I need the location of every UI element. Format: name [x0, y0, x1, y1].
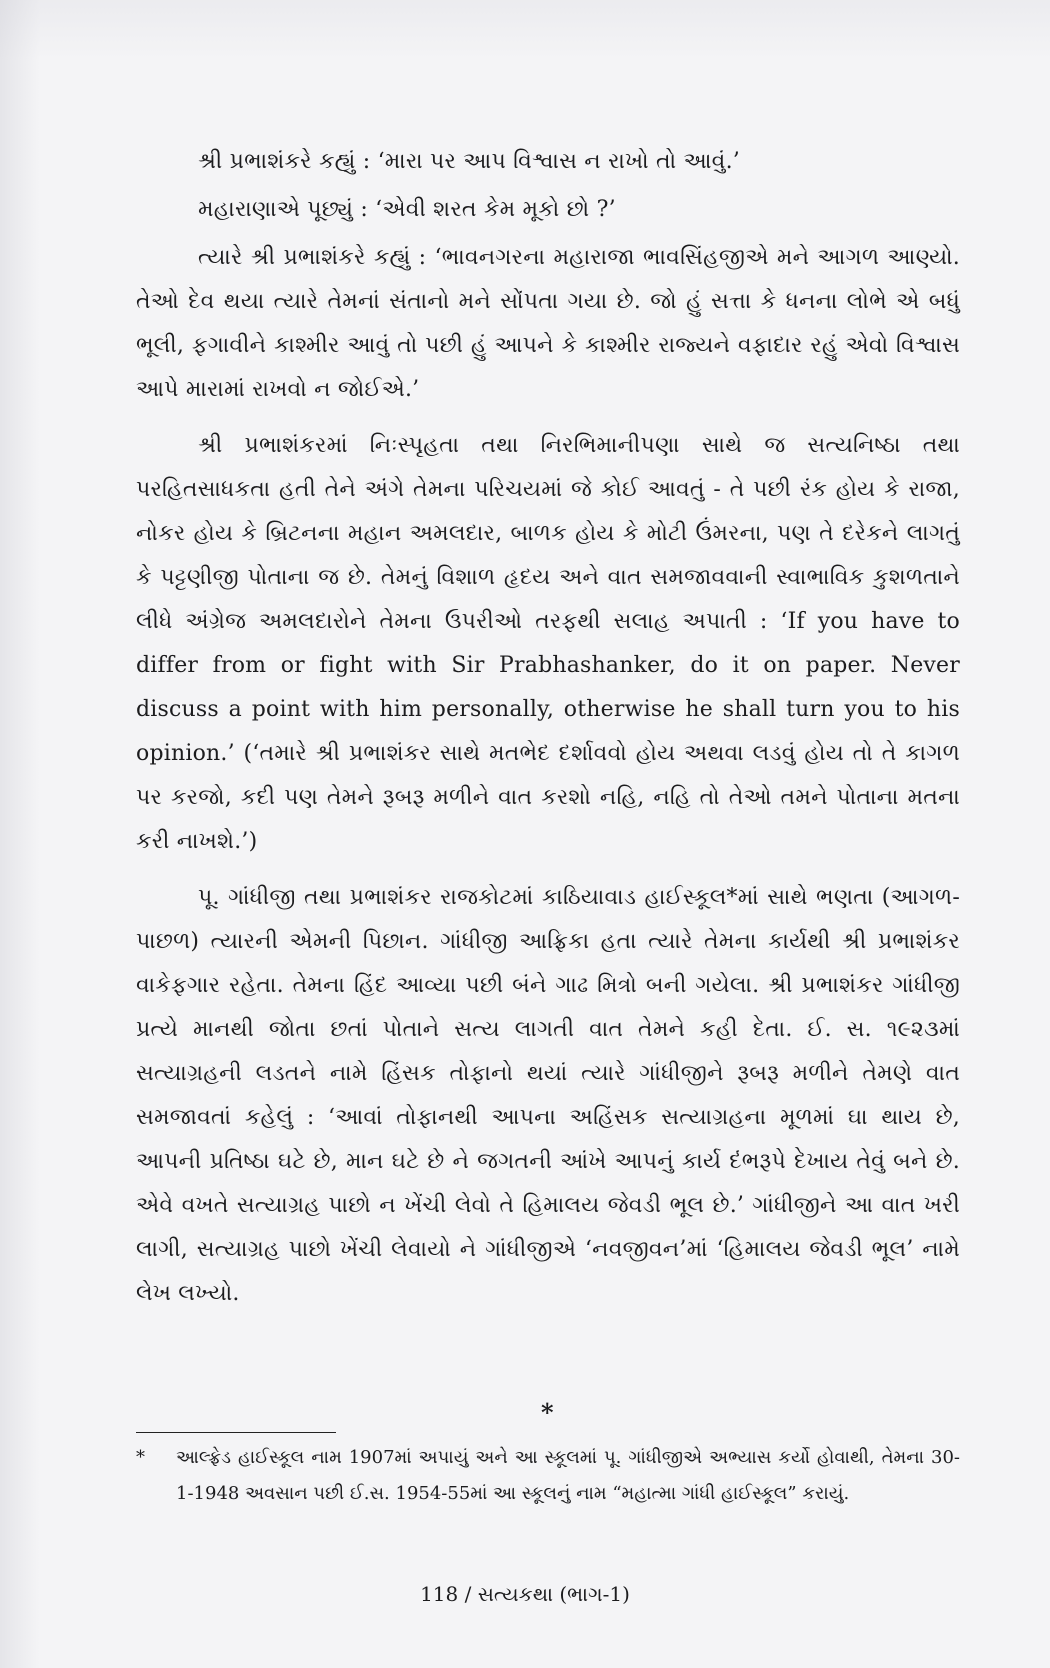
section-separator: *: [541, 1398, 554, 1427]
paragraph-2: મહારાણાએ પૂછ્યું : ‘એવી શરત કેમ મૂકો છો ?’: [198, 197, 616, 222]
footnote-mark: *: [136, 1447, 145, 1468]
paragraph-4: શ્રી પ્રભાશંકરમાં નિઃસ્પૃહતા તથા નિરભિમાનીપણા સાથે જ સત્યનિષ્ઠા તથા પરહિતસાધકતા હતી તેને અંગે તેમના પરિચયમાં જે કોઈ આવતું - તે પછી રંક હોય કે રાજા, નોકર હોય કે બ્રિટનના મહાન અમલદાર, બાળક હોય કે મોટી ઉંમરના, પણ તે દરેકને લાગતું કે પટ્ટણીજી પોતાના જ છે. તેમનું વિશાળ હૃદય અને વાત સમજાવવાની સ્વાભાવિક કુશળતાને લીધે અંગ્રેજ અમલદારોને તેમના ઉપરીઓ તરફથી સલાહ અપાતી : ‘If you have to differ from or fight with Sir Prabhashanker, do it on paper. Never discuss a point with him personally, otherwise he shall turn you to his opinion.’ (‘તમારે શ્રી પ્રભાશંકર સાથે મતભેદ દર્શાવવો હોય અથવા લડવું હોય તો તે કાગળ પર કરજો, કદી પણ તેમને રૂબરૂ મળીને વાત કરશો નહિ, નહિ તો તેઓ તમને પોતાના મતના કરી નાખશે.’): [136, 433, 960, 854]
paragraph-5: પૂ. ગાંધીજી તથા પ્રભાશંકર રાજકોટમાં કાઠિયાવાડ હાઈસ્કૂલ*માં સાથે ભણતા (આગળ-પાછળ) ત્યારની એમની પિછાન. ગાંધીજી આફ્રિકા હતા ત્યારે તેમના કાર્યથી શ્રી પ્રભાશંકર વાકેફગાર રહેતા. તેમના હિંદ આવ્યા પછી બંને ગાઢ મિત્રો બની ગયેલા. શ્રી પ્રભાશંકર ગાંધીજી પ્રત્યે માનથી જોતા છતાં પોતાને સત્ય લાગતી વાત તેમને કહી દેતા. ઈ. સ. ૧૯૨૩માં સત્યાગ્રહની લડતને નામે હિંસક તોફાનો થયાં ત્યારે ગાંધીજીને રૂબરૂ મળીને તેમણે વાત સમજાવતાં કહેલું : ‘આવાં તોફાનથી આપના અહિંસક સત્યાગ્રહના મૂળમાં ઘા થાય છે, આપની પ્રતિષ્ઠા ઘટે છે, માન ઘટે છે ને જગતની આંખે આપનું કાર્ય દંભરૂપે દેખાય તેવું બને છે. એવે વખતે સત્યાગ્રહ પાછો ન ખેંચી લેવો તે હિમાલય જેવડી ભૂલ છે.’ ગાંધીજીને આ વાત ખરી લાગી, સત્યાગ્રહ પાછો ખેંચી લેવાયો ને ગાંધીજીએ ‘નવજીવન’માં ‘હિમાલય જેવડી ભૂલ’ નામે લેખ લખ્યો.: [136, 885, 960, 1306]
footnote: [136, 1440, 960, 1512]
footnote-text: આલ્ફ્રેડ હાઈસ્કૂલ નામ 1907માં અપાયું અને આ સ્કૂલમાં પૂ. ગાંધીજીએ અભ્યાસ કર્યો હોવાથી, તેમના 30-1-1948 અવસાન પછી ઈ.સ. 1954-55માં આ સ્કૂલનું નામ “મહાત્મા ગાંધી હાઈસ્કૂલ” કરાયું.: [176, 1447, 960, 1504]
paragraph-1: શ્રી પ્રભાશંકરે કહ્યું : ‘મારા પર આપ વિશ્વાસ ન રાખો તો આવું.’: [198, 149, 740, 174]
paragraph-3: ત્યારે શ્રી પ્રભાશંકરે કહ્યું : ‘ભાવનગરના મહારાજા ભાવસિંહજીએ મને આગળ આણ્યો. તેઓ દેવ થયા ત્યારે તેમનાં સંતાનો મને સોંપતા ગયા છે. જો હું સત્તા કે ધનના લોભે એ બધું ભૂલી, ફગાવીને કાશ્મીર આવું તો પછી હું આપને કે કાશ્મીર રાજ્યને વફાદાર રહું એવો વિશ્વાસ આપે મારામાં રાખવો ન જોઈએ.’: [136, 245, 960, 402]
body-text: [136, 140, 960, 1328]
page-footer: 118 / સત્યકથા (ભાગ-1): [420, 1582, 630, 1606]
footnote-divider: [136, 1432, 336, 1433]
